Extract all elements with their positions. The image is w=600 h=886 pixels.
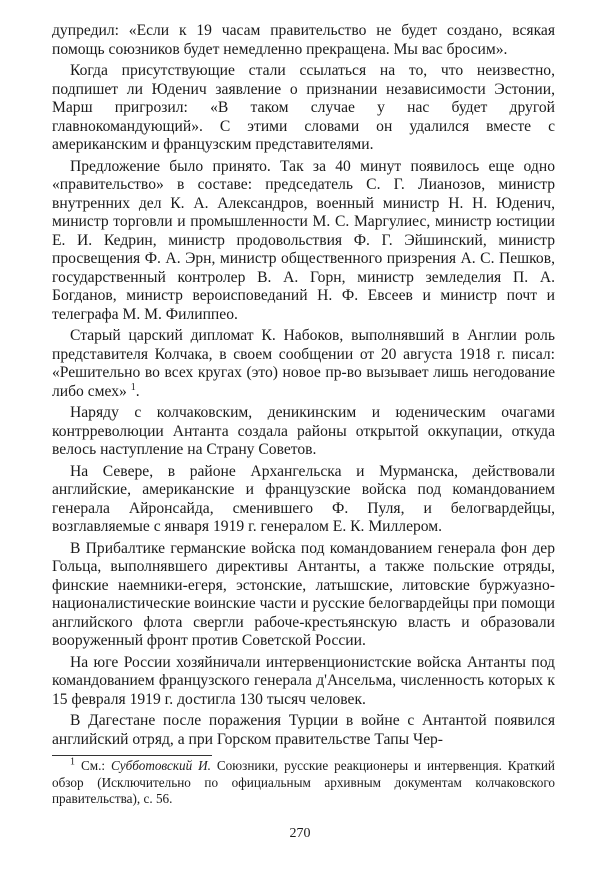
paragraph-with-footnote: Старый царский дипломат К. Набоков, выполнявший в Англии роль представителя Колчака, в своем сообщении от 20 августа 1918 г. писал: «Решительно во всех кругах (это) новое пр-во вызывает лишь негодование либо смех» $^1$. xyxy=(52,327,555,400)
footnote-number: 1 xyxy=(70,756,75,768)
document-page xyxy=(52,22,555,808)
paragraph: В Прибалтике германские войска под командованием генерала фон дер Гольца, выполнявшего директивы Антанты, а также польские отряды, финские наемники-егеря, эстонские, латышские, литовские буржуазно-националистические воинские части и русские белогвардейцы при помощи английского флота свергли рабоче-крестьянскую власть и образовали вооруженный фронт против Советской России. xyxy=(52,539,556,649)
paragraph: На Севере, в районе Архангельска и Мурманска, действовали английские, американские и французские войска под командованием генерала Айронсайда, сменившего Ф. Пуля, и белогвардейцы, возглавляемые с января 1919 г. генералом Е. К. Миллером. xyxy=(52,462,555,535)
paragraph: Предложение было принято. Так за 40 минут появилось еще одно «правительство» в составе: председатель С. Г. Лианозов, министр внутренних дел К. А. Александров, военный министр Н. Н. Юденич, министр торговли и промышленности М. С. Маргулиес, министр юстиции Е. И. Кедрин, министр продовольствия Ф. Г. Эйшинский, министр просвещения Ф. А. Эрн, министр общественного призрения А. С. Пешков, государственный контролер В. А. Горн, министр земледелия П. А. Богданов, министр вероисповеданий Н. Ф. Евсеев и министр почт и телеграфа М. М. Филиппео. xyxy=(52,157,555,323)
footnote-divider xyxy=(52,755,212,756)
footnote-prefix: См.: xyxy=(80,758,106,773)
footnote-marker[interactable]: 1 xyxy=(130,381,136,393)
footnote xyxy=(52,758,555,808)
paragraph-text: Старый царский дипломат К. Набоков, выполнявший в Англии роль представителя Колчака, в своем сообщении от 20 августа 1918 г. писал: «Решительно во всех кругах (это) новое пр-во вызывает лишь негодование либо смех» xyxy=(52,327,555,400)
footnote-text: Союзники, русские реакционеры и интервенция. Краткий обзор (Исключительно по официальным архивным документам колчаковского правительства), с. 56. xyxy=(52,758,555,806)
paragraph: Когда присутствующие стали ссылаться на то, что неизвестно, подпишет ли Юденич заявление о признании независимости Эстонии, Марш пригрозил: «В таком случае у нас будет другой главнокомандующий». С этими словами он удалился вместе с американским и французским представителями. xyxy=(52,62,555,153)
paragraph: Наряду с колчаковским, деникинским и юденическим очагами контрреволюции Антанта создала районы открытой оккупации, откуда велось наступление на Страну Советов. xyxy=(52,404,555,458)
paragraph: В Дагестане после поражения Турции в войне с Антантой появился английский отряд, а при Горском правительстве Тапы Чер- xyxy=(52,712,555,748)
page-number: 270 xyxy=(289,826,311,841)
paragraph: дупредил: «Если к 19 часам правительство не будет создано, всякая помощь союзников будет немедленно прекращена. Мы вас бросим». xyxy=(52,22,555,58)
paragraph: На юге России хозяйничали интервенционистские войска Антанты под командованием французского генерала д'Ансельма, численность которых к 15 февраля 1919 г. достигла 130 тысяч человек. xyxy=(52,653,555,708)
footnote-author: Субботовский И. xyxy=(110,758,211,773)
